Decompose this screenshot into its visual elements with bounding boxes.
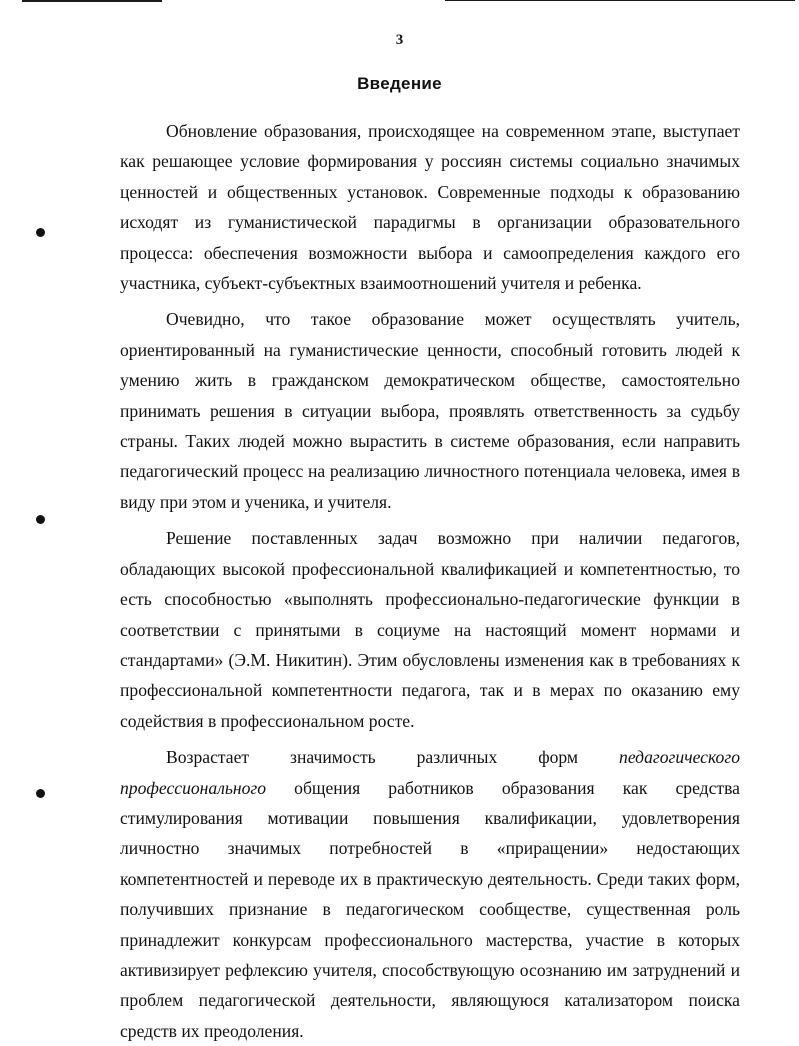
paragraph [120,742,740,1046]
paragraph: Обновление образования, происходящее на современном этапе, выступает как решающее условие формирования у россиян системы социально значимых ценностей и общественных установок. Современные подходы к образованию исходят из гуманистической парадигмы в организации образовательного процесса: обеспечения возможности выбора и самоопределения каждого его участника, субъект-субъектных взаимоотношений учителя и ребенка. [120,121,740,294]
top-rule-right [445,0,795,1]
paragraph: Решение поставленных задач возможно при наличии педагогов, обладающих высокой профессиональной квалификацией и компетентностью, то есть способностью «выполнять профессионально-педагогические функции в соответствии с принятыми в социуме на настоящий момент нормами и стандартами» (Э.М. Никитин). Этим обусловлены изменения как в требованиях к профессиональной компетентности педагога, так и в мерах по оказанию ему содействия в профессиональном росте. [120,528,740,731]
emphasized-text: педагогического профессионального [120,747,740,798]
margin-mark [36,228,45,237]
paragraph-text: общения работников образования как средства стимулирования мотивации повышения квалификации, удовлетворения личностно значимых потребностей в «приращении» недостающих компетентностей и переводе их в практическую деятельность. Среди таких форм, получивших признание в педагогическом сообществе, существенная роль принадлежит конкурсам профессионального мастерства, участие в которых активизирует рефлексию учителя, способствующую осознанию им затруднений и проблем педагогической деятельности, являющуюся катализатором поиска средств их преодоления. [120,777,740,1041]
margin-mark [36,789,45,798]
body-text [120,116,740,1046]
section-heading: Введение [357,74,442,93]
margin-mark [36,515,45,524]
paragraph: Очевидно, что такое образование может осуществлять учитель, ориентированный на гуманистические ценности, способный готовить людей к умению жить в гражданском демократическом обществе, самостоятельно принимать решения в ситуации выбора, проявлять ответственность за судьбу страны. Таких людей можно вырастить в системе образования, если направить педагогический процесс на реализацию личностного потенциала человека, имея в виду при этом и ученика, и учителя. [120,309,740,512]
paragraph-text: Возрастает значимость различных форм [166,747,620,768]
top-rule-left [22,0,162,2]
page-number: 3 [395,32,404,48]
